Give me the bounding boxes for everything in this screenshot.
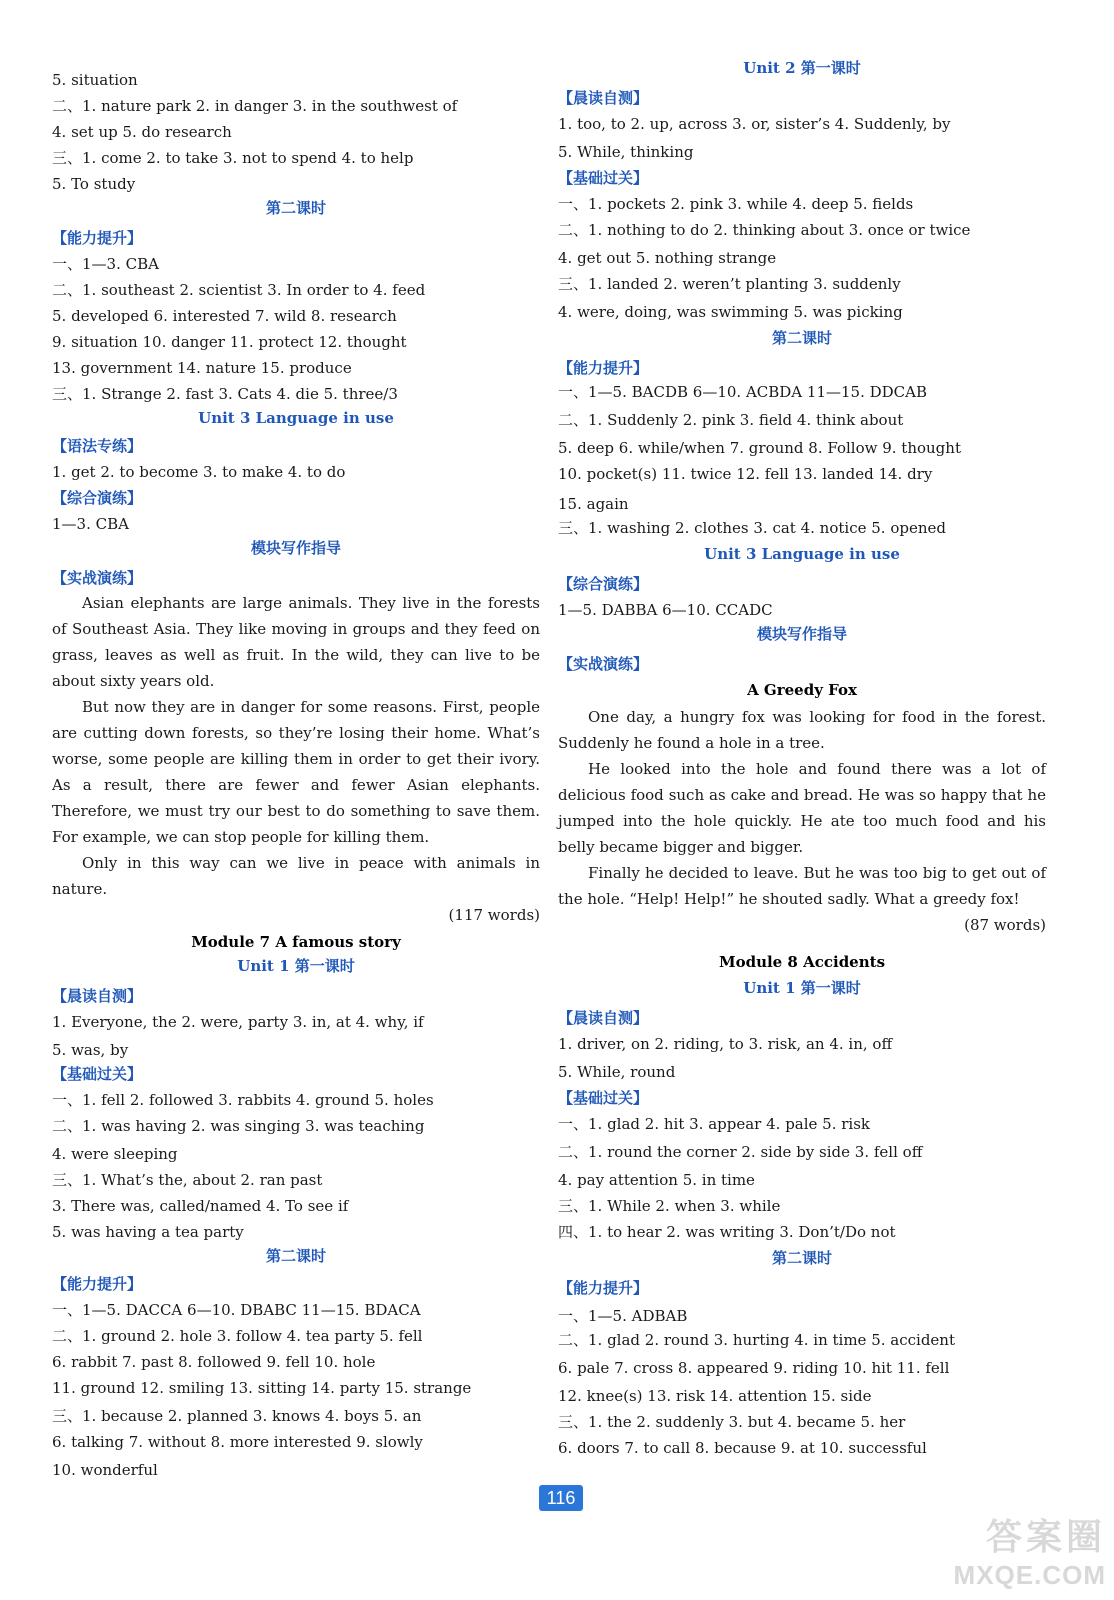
answer-line: 一、1. glad 2. hit 3. appear 4. pale 5. risk bbox=[558, 1115, 871, 1133]
essay-paragraph: But now they are in danger for some reasons. First, people are cutting down forests, so they’re losing their home. What’s worse, some people are killing them in order to get their ivory. As a result, there are fewer and fewer Asian elephants. Therefore, we must try our best to do something to save them. For example, we can stop people for killing them. bbox=[52, 698, 540, 846]
answer-line: 一、1—3. CBA bbox=[52, 255, 159, 273]
section-line: 【晨读自测】 bbox=[52, 987, 143, 1005]
answer-line: 四、1. to hear 2. was writing 3. Don’t/Do not bbox=[558, 1223, 896, 1241]
answer-line: 6. talking 7. without 8. more interested 9. slowly bbox=[52, 1433, 423, 1451]
essay-paragraph: One day, a hungry fox was looking for food in the forest. Suddenly he found a hole in a tree. bbox=[558, 708, 1046, 752]
title-line: Module 7 A famous story bbox=[191, 933, 401, 951]
essay-paragraph: Asian elephants are large animals. They live in the forests of Southeast Asia. They like moving in groups and they feed on grass, leaves as well as fruit. In the wild, they can live to be about sixty years old. bbox=[52, 594, 540, 690]
answer-line: 二、1. Suddenly 2. pink 3. field 4. think about bbox=[558, 411, 904, 429]
answer-line: 9. situation 10. danger 11. protect 12. thought bbox=[52, 333, 407, 351]
answer-line: 1. get 2. to become 3. to make 4. to do bbox=[52, 463, 346, 481]
answer-line: 15. again bbox=[558, 495, 629, 513]
answer-line: 三、1. While 2. when 3. while bbox=[558, 1197, 781, 1215]
answer-line: 二、1. glad 2. round 3. hurting 4. in time 5. accident bbox=[558, 1331, 955, 1349]
heading-line: 第二课时 bbox=[771, 1249, 832, 1267]
heading-line: Unit 1 第一课时 bbox=[743, 979, 861, 997]
answer-line: 4. were, doing, was swimming 5. was picking bbox=[558, 303, 903, 321]
answer-line: 13. government 14. nature 15. produce bbox=[52, 359, 352, 377]
title-line: A Greedy Fox bbox=[747, 681, 857, 699]
heading-line: 第二课时 bbox=[265, 199, 326, 217]
answer-line: 6. rabbit 7. past 8. followed 9. fell 10. hole bbox=[52, 1353, 376, 1371]
answer-line: 5. While, round bbox=[558, 1063, 676, 1081]
answer-line: 三、1. landed 2. weren’t planting 3. suddenly bbox=[558, 275, 901, 293]
answer-line: 5. deep 6. while/when 7. ground 8. Follow 9. thought bbox=[558, 439, 961, 457]
essay-paragraph: Only in this way can we live in peace with animals in nature. bbox=[52, 854, 540, 898]
answer-line: 三、1. What’s the, about 2. ran past bbox=[52, 1171, 323, 1189]
watermark-bottom-text: MXQE.COM bbox=[953, 1560, 1106, 1590]
answer-line: 三、1. come 2. to take 3. not to spend 4. to help bbox=[52, 149, 414, 167]
answer-line: 1. too, to 2. up, across 3. or, sister’s 4. Suddenly, by bbox=[558, 115, 951, 133]
section-line: 【能力提升】 bbox=[558, 359, 649, 377]
section-line: 【实战演练】 bbox=[52, 569, 143, 587]
answer-line: 二、1. southeast 2. scientist 3. In order to 4. feed bbox=[52, 281, 426, 299]
section-line: 【综合演练】 bbox=[558, 575, 649, 593]
heading-line: 模块写作指导 bbox=[756, 625, 847, 643]
watermark-top-text: 答案圈 bbox=[985, 1516, 1106, 1557]
answer-line: 11. ground 12. smiling 13. sitting 14. party 15. strange bbox=[52, 1379, 472, 1397]
answer-line: 4. were sleeping bbox=[52, 1145, 178, 1163]
answer-line: 一、1. pockets 2. pink 3. while 4. deep 5. fields bbox=[558, 195, 914, 213]
answer-line: 5. situation bbox=[52, 71, 138, 89]
answer-line: 一、1. fell 2. followed 3. rabbits 4. ground 5. holes bbox=[52, 1091, 434, 1109]
answer-line: 1. driver, on 2. riding, to 3. risk, an 4. in, off bbox=[558, 1035, 893, 1053]
watermark-logo bbox=[906, 1514, 1106, 1594]
answer-line: 3. There was, called/named 4. To see if bbox=[52, 1197, 349, 1215]
page-number: 116 bbox=[539, 1485, 583, 1511]
answer-line: 二、1. nothing to do 2. thinking about 3. once or twice bbox=[558, 221, 971, 239]
section-line: 【基础过关】 bbox=[558, 169, 649, 187]
section-line: 【能力提升】 bbox=[52, 229, 143, 247]
heading-line: Unit 3 Language in use bbox=[198, 409, 394, 427]
section-line: 【综合演练】 bbox=[52, 489, 143, 507]
answer-line: 二、1. ground 2. hole 3. follow 4. tea party 5. fell bbox=[52, 1327, 423, 1345]
essay-paragraph: Finally he decided to leave. But he was too big to get out of the hole. “Help! Help!” he shouted sadly. What a greedy fox! bbox=[558, 864, 1046, 908]
answer-line: 三、1. Strange 2. fast 3. Cats 4. die 5. three/3 bbox=[52, 385, 398, 403]
answer-line: 10. pocket(s) 11. twice 12. fell 13. landed 14. dry bbox=[558, 465, 933, 483]
answer-line: 三、1. because 2. planned 3. knows 4. boys 5. an bbox=[52, 1407, 422, 1425]
answer-line: 1—5. DABBA 6—10. CCADC bbox=[558, 601, 773, 619]
answer-line: 5. was having a tea party bbox=[52, 1223, 244, 1241]
word-count: (117 words) bbox=[448, 906, 540, 924]
section-line: 【晨读自测】 bbox=[558, 89, 649, 107]
answer-line: 一、1—5. BACDB 6—10. ACBDA 11—15. DDCAB bbox=[558, 383, 927, 401]
answer-line: 5. developed 6. interested 7. wild 8. research bbox=[52, 307, 397, 325]
title-line: Module 8 Accidents bbox=[718, 953, 886, 971]
answer-line: 1. Everyone, the 2. were, party 3. in, at 4. why, if bbox=[52, 1013, 424, 1031]
section-line: 【语法专练】 bbox=[52, 437, 143, 455]
heading-line: Unit 3 Language in use bbox=[704, 545, 900, 563]
answer-line: 12. knee(s) 13. risk 14. attention 15. side bbox=[558, 1387, 872, 1405]
heading-line: 第二课时 bbox=[771, 329, 832, 347]
answer-line: 4. get out 5. nothing strange bbox=[558, 249, 777, 267]
essay-block bbox=[52, 590, 540, 928]
heading-line: 模块写作指导 bbox=[250, 539, 341, 557]
section-line: 【基础过关】 bbox=[558, 1089, 649, 1107]
answer-line: 6. doors 7. to call 8. because 9. at 10. successful bbox=[558, 1439, 927, 1457]
answer-line: 一、1—5. DACCA 6—10. DBABC 11—15. BDACA bbox=[52, 1301, 421, 1319]
answer-line: 一、1—5. ADBAB bbox=[558, 1307, 688, 1325]
answer-line: 5. To study bbox=[52, 175, 136, 193]
answer-line: 5. While, thinking bbox=[558, 143, 694, 161]
word-count: (87 words) bbox=[964, 916, 1046, 934]
section-line: 【基础过关】 bbox=[52, 1065, 143, 1083]
answer-line: 10. wonderful bbox=[52, 1461, 158, 1479]
answer-line: 4. pay attention 5. in time bbox=[558, 1171, 755, 1189]
answer-line: 三、1. washing 2. clothes 3. cat 4. notice 5. opened bbox=[558, 519, 946, 537]
essay-paragraph: He looked into the hole and found there was a lot of delicious food such as cake and bread. He was so happy that he jumped into the hole quickly. He ate too much food and his belly became bigger and bigger. bbox=[558, 760, 1046, 856]
answer-line: 4. set up 5. do research bbox=[52, 123, 232, 141]
answer-line: 三、1. the 2. suddenly 3. but 4. became 5. her bbox=[558, 1413, 906, 1431]
answer-line: 二、1. round the corner 2. side by side 3. fell off bbox=[558, 1143, 923, 1161]
heading-line: 第二课时 bbox=[265, 1247, 326, 1265]
answer-line: 1—3. CBA bbox=[52, 515, 129, 533]
essay-block bbox=[558, 704, 1046, 938]
section-line: 【能力提升】 bbox=[558, 1279, 649, 1297]
answer-line: 6. pale 7. cross 8. appeared 9. riding 10. hit 11. fell bbox=[558, 1359, 950, 1377]
heading-line: Unit 1 第一课时 bbox=[237, 957, 355, 975]
answer-line: 5. was, by bbox=[52, 1041, 129, 1059]
section-line: 【能力提升】 bbox=[52, 1275, 143, 1293]
section-line: 【晨读自测】 bbox=[558, 1009, 649, 1027]
answer-line: 二、1. was having 2. was singing 3. was teaching bbox=[52, 1117, 425, 1135]
section-line: 【实战演练】 bbox=[558, 655, 649, 673]
heading-line: Unit 2 第一课时 bbox=[743, 59, 861, 77]
answer-line: 二、1. nature park 2. in danger 3. in the southwest of bbox=[52, 97, 458, 115]
